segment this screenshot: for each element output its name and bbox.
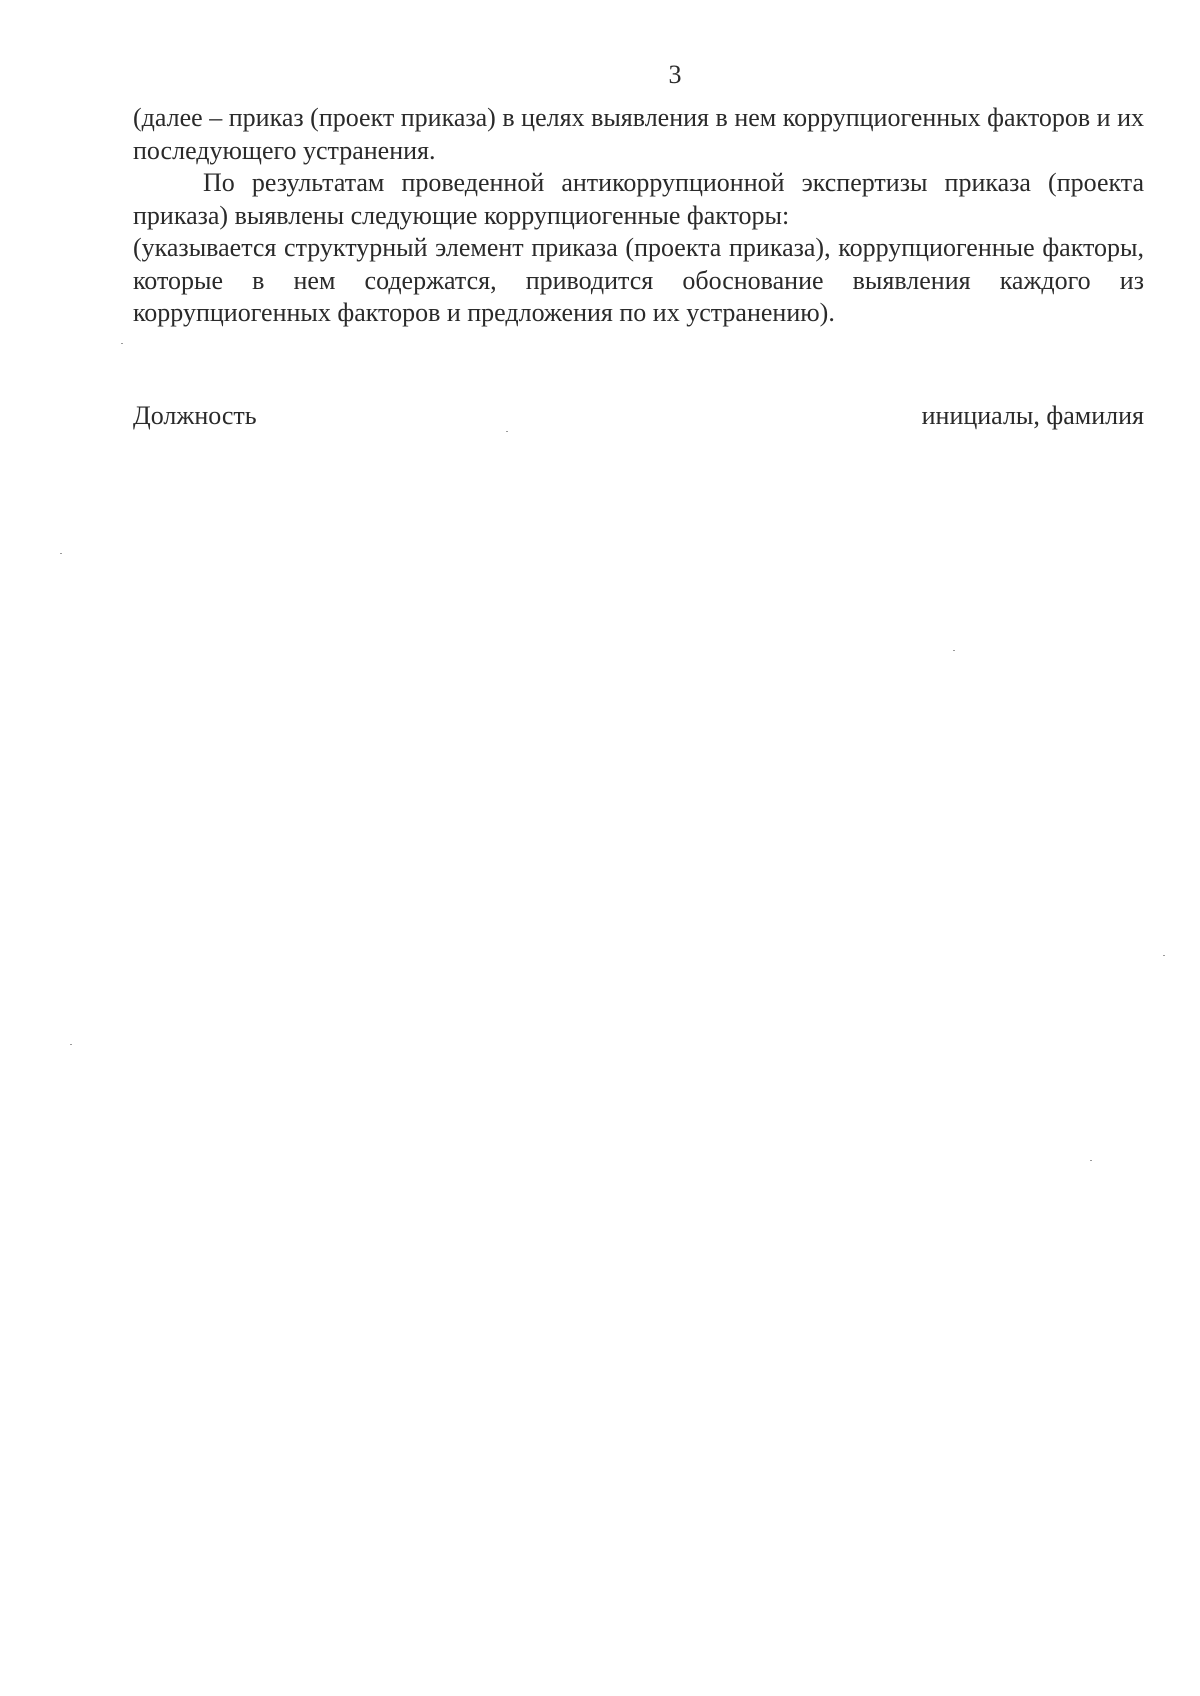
paragraph-intro-continuation: (далее – приказ (проект приказа) в целях выявления в нем коррупциогенных факторов и их последующего устранения. [133, 103, 1144, 165]
paragraph-expertise-results: По результатам проведенной антикоррупционной экспертизы приказа (проекта приказа) выявлены следующие коррупциогенные факторы: [133, 168, 1144, 230]
document-body [133, 102, 1144, 330]
scan-speck [506, 431, 508, 432]
paragraph-factors-instruction: (указывается структурный элемент приказа (проекта приказа), коррупциогенные факторы, которые в нем содержатся, приводится обоснование выявления каждого из коррупциогенных факторов и предложения по их устранению). [133, 233, 1144, 327]
signature-block [133, 400, 1144, 432]
scan-speck [60, 553, 62, 554]
scan-speck [953, 650, 955, 651]
scan-speck [1163, 955, 1165, 956]
scan-speck [1090, 1160, 1092, 1161]
page-number: 3 [668, 60, 682, 89]
signature-name-label: инициалы, фамилия [921, 401, 1144, 430]
signature-position-label: Должность [133, 401, 257, 430]
scan-speck [70, 1044, 72, 1045]
scan-speck [121, 343, 123, 344]
